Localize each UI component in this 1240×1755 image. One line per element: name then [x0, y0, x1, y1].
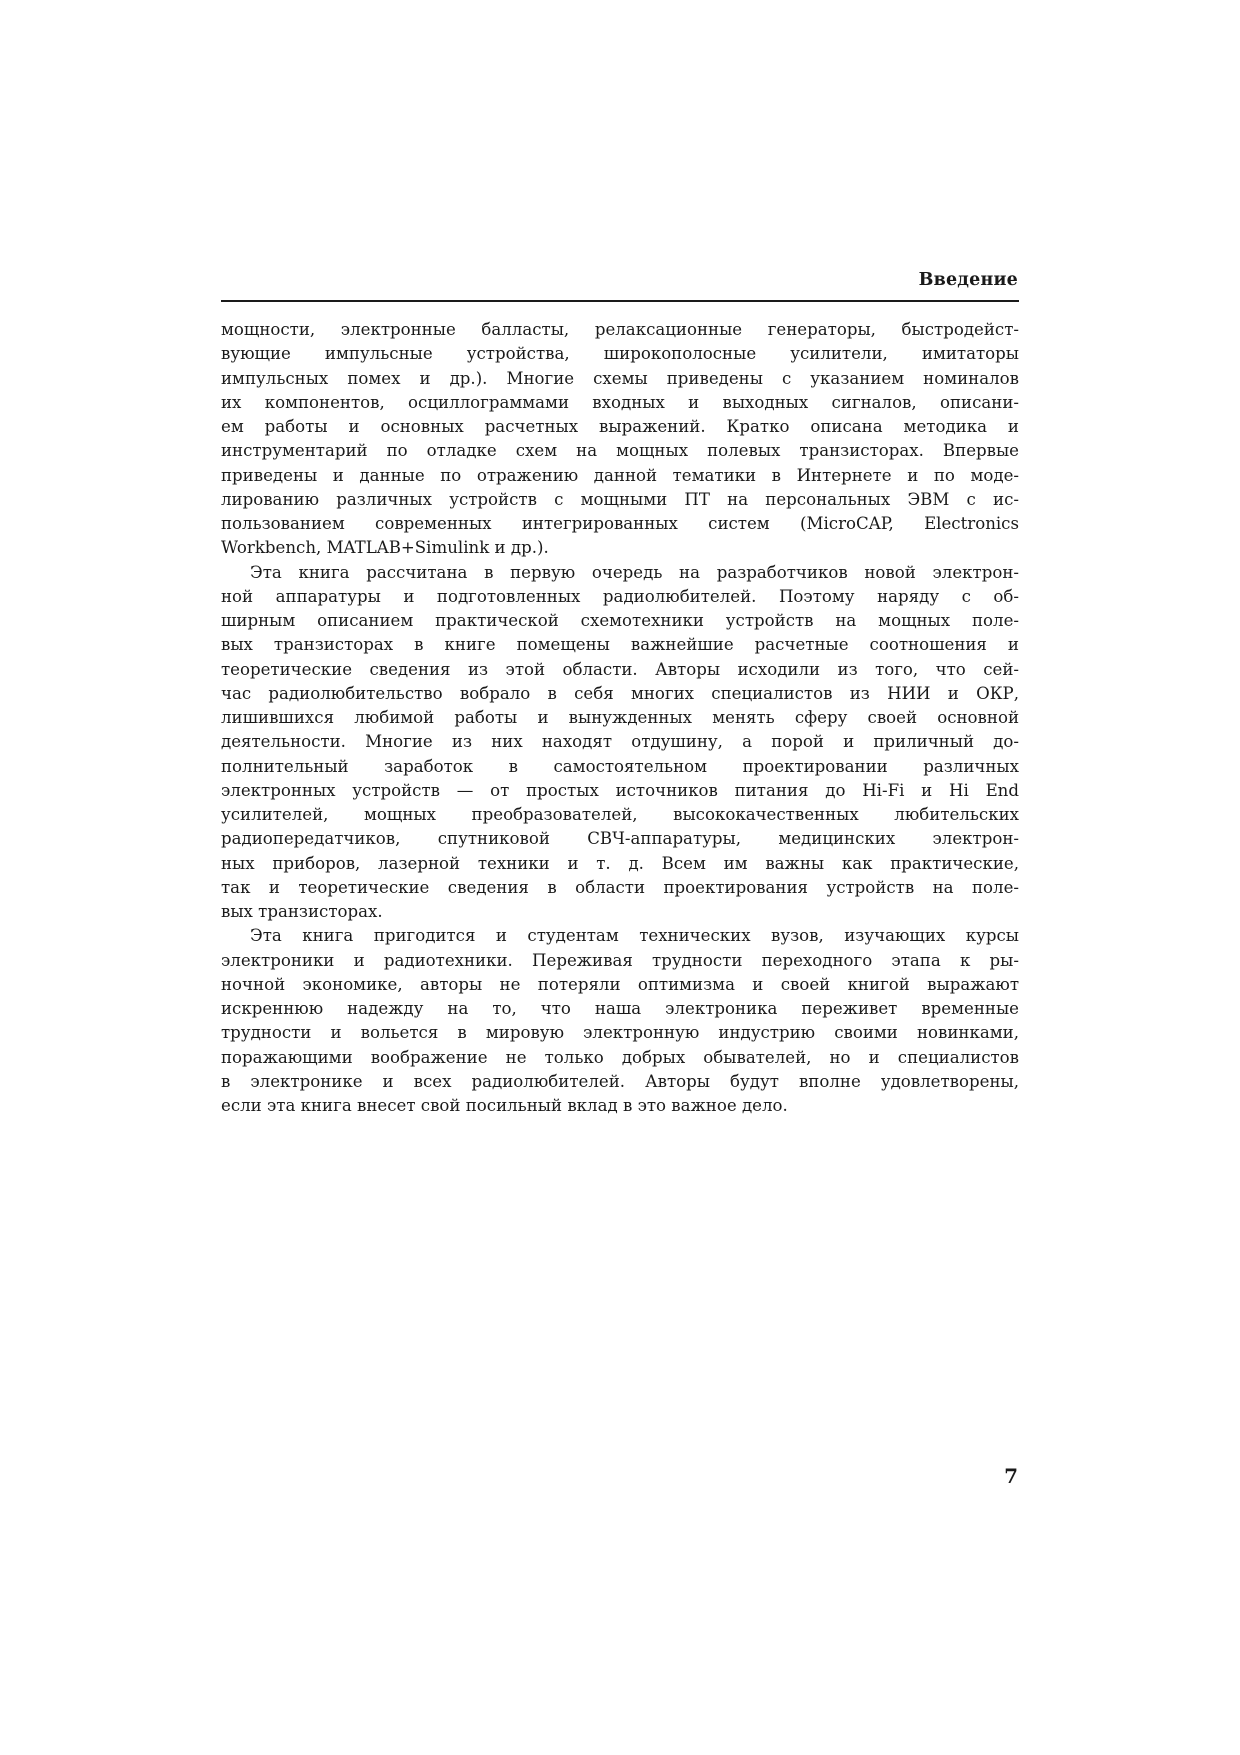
text-line: теоретические сведения из этой области. Авторы исходили из того, что сей- [221, 659, 1019, 679]
paragraph [221, 924, 1019, 1118]
text-line: час радиолюбительство вобрало в себя многих специалистов из НИИ и ОКР, [221, 683, 1019, 703]
text-line: лированию различных устройств с мощными ПТ на персональных ЭВМ с ис- [221, 489, 1019, 509]
text-line: ночной экономике, авторы не потеряли оптимизма и своей книгой выражают [221, 974, 1019, 994]
text-line: деятельности. Многие из них находят отдушину, а порой и приличный до- [221, 732, 1019, 752]
text-line: ной аппаратуры и подготовленных радиолюбителей. Поэтому наряду с об- [221, 586, 1019, 606]
text-line: импульсных помех и др.). Многие схемы приведены с указанием номиналов [221, 368, 1019, 388]
text-line: Workbench, MATLAB+Simulink и др.). [221, 538, 549, 558]
text-line: Эта книга пригодится и студентам технических вузов, изучающих курсы [250, 926, 1019, 946]
text-line: в электронике и всех радиолюбителей. Авторы будут вполне удовлетворены, [221, 1071, 1019, 1091]
paragraph [221, 318, 1019, 561]
text-line: пользованием современных интегрированных систем (MicroCAP, Electronics [221, 514, 1019, 533]
text-line: вых транзисторах. [221, 902, 383, 921]
running-header [221, 268, 1019, 302]
text-line: Эта книга рассчитана в первую очередь на разработчиков новой электрон- [250, 562, 1019, 582]
text-line: мощности, электронные балласты, релаксационные генераторы, быстродейст- [221, 320, 1019, 339]
text-line: лишившихся любимой работы и вынужденных менять сферу своей основной [221, 708, 1019, 727]
text-line: поражающими воображение не только добрых обывателей, но и специалистов [221, 1047, 1019, 1067]
text-line: ем работы и основных расчетных выражений. Кратко описана методика и [221, 417, 1019, 436]
text-line: так и теоретические сведения в области проектирования устройств на поле- [221, 877, 1019, 897]
page-number: 7 [1004, 1464, 1018, 1488]
text-line: электронных устройств — от простых источников питания до Hi-Fi и Hi End [221, 780, 1019, 800]
text-line: усилителей, мощных преобразователей, высококачественных любительских [221, 805, 1019, 824]
text-line: если эта книга внесет свой посильный вклад в это важное дело. [221, 1096, 788, 1115]
text-line: приведены и данные по отражению данной тематики в Интернете и по моде- [221, 465, 1019, 485]
text-line: трудности и вольется в мировую электронную индустрию своими новинками, [221, 1023, 1019, 1043]
section-title: Введение [918, 270, 1018, 290]
text-line: вующие импульсные устройства, широкополосные усилители, имитаторы [221, 344, 1019, 364]
text-line: искреннюю надежду на то, что наша электроника переживет временные [221, 999, 1019, 1018]
text-line: электроники и радиотехники. Переживая трудности переходного этапа к ры- [221, 950, 1019, 970]
text-line: их компонентов, осциллограммами входных и выходных сигналов, описани- [221, 392, 1019, 412]
paragraph [221, 561, 1019, 925]
text-line: вых транзисторах в книге помещены важнейшие расчетные соотношения и [221, 635, 1019, 655]
text-line: инструментарий по отладке схем на мощных полевых транзисторах. Впервые [221, 441, 1019, 461]
text-line: радиопередатчиков, спутниковой СВЧ-аппаратуры, медицинских электрон- [221, 829, 1019, 849]
text-line: полнительный заработок в самостоятельном проектировании различных [221, 756, 1019, 776]
text-line: ширным описанием практической схемотехники устройств на мощных поле- [221, 611, 1019, 630]
body-text [221, 318, 1019, 1118]
text-line: ных приборов, лазерной техники и т. д. Всем им важны как практические, [221, 853, 1019, 873]
